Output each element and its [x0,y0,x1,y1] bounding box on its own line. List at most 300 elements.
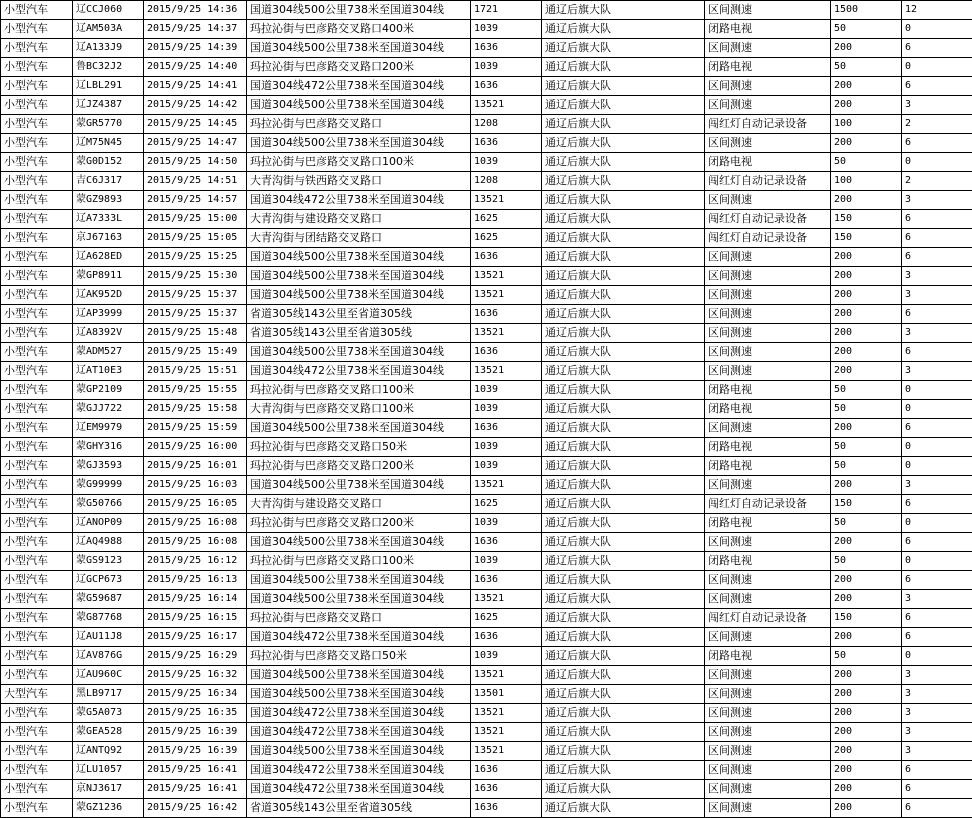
points-cell: 6 [902,229,972,248]
table-row [1,514,972,533]
vehicle-type-cell: 小型汽车 [1,571,73,590]
fine-amount-cell: 100 [831,115,902,134]
datetime-cell: 2015/9/25 16:15 [144,609,247,628]
vehicle-type-cell: 小型汽车 [1,552,73,571]
violation-code-cell: 13521 [471,96,542,115]
datetime-cell: 2015/9/25 15:59 [144,419,247,438]
department-cell: 通辽后旗大队 [542,799,705,818]
fine-amount-cell: 200 [831,134,902,153]
datetime-cell: 2015/9/25 15:37 [144,305,247,324]
plate-number-cell: 辽AK952D [73,286,144,305]
location-cell: 国道304线500公里738米至国道304线 [247,134,471,153]
datetime-cell: 2015/9/25 16:08 [144,514,247,533]
device-type-cell: 区间测速 [705,362,831,381]
violation-code-cell: 13521 [471,324,542,343]
device-type-cell: 闭路电视 [705,58,831,77]
vehicle-type-cell: 小型汽车 [1,362,73,381]
plate-number-cell: 辽AP3999 [73,305,144,324]
fine-amount-cell: 150 [831,495,902,514]
department-cell: 通辽后旗大队 [542,533,705,552]
points-cell: 3 [902,267,972,286]
violation-code-cell: 13521 [471,286,542,305]
points-cell: 3 [902,191,972,210]
plate-number-cell: 蒙G0D152 [73,153,144,172]
table-row [1,590,972,609]
department-cell: 通辽后旗大队 [542,457,705,476]
table-row [1,742,972,761]
fine-amount-cell: 200 [831,419,902,438]
location-cell: 玛拉沁街与巴彦路交叉路口100米 [247,153,471,172]
points-cell: 6 [902,134,972,153]
fine-amount-cell: 200 [831,96,902,115]
table-row [1,248,972,267]
fine-amount-cell: 50 [831,438,902,457]
vehicle-type-cell: 小型汽车 [1,324,73,343]
vehicle-type-cell: 小型汽车 [1,115,73,134]
department-cell: 通辽后旗大队 [542,286,705,305]
table-row [1,533,972,552]
violation-code-cell: 1208 [471,172,542,191]
fine-amount-cell: 200 [831,286,902,305]
fine-amount-cell: 200 [831,324,902,343]
plate-number-cell: 蒙G99999 [73,476,144,495]
fine-amount-cell: 200 [831,590,902,609]
datetime-cell: 2015/9/25 16:01 [144,457,247,476]
department-cell: 通辽后旗大队 [542,590,705,609]
device-type-cell: 区间测速 [705,96,831,115]
vehicle-type-cell: 小型汽车 [1,495,73,514]
datetime-cell: 2015/9/25 16:14 [144,590,247,609]
plate-number-cell: 鲁BC32J2 [73,58,144,77]
department-cell: 通辽后旗大队 [542,628,705,647]
points-cell: 2 [902,172,972,191]
points-cell: 6 [902,799,972,818]
plate-number-cell: 辽AQ4988 [73,533,144,552]
fine-amount-cell: 50 [831,457,902,476]
vehicle-type-cell: 小型汽车 [1,20,73,39]
violation-code-cell: 1208 [471,115,542,134]
fine-amount-cell: 50 [831,20,902,39]
fine-amount-cell: 150 [831,210,902,229]
fine-amount-cell: 200 [831,723,902,742]
vehicle-type-cell: 小型汽车 [1,172,73,191]
plate-number-cell: 辽AU960C [73,666,144,685]
plate-number-cell: 辽EM9979 [73,419,144,438]
device-type-cell: 区间测速 [705,191,831,210]
device-type-cell: 区间测速 [705,77,831,96]
plate-number-cell: 辽GCP673 [73,571,144,590]
department-cell: 通辽后旗大队 [542,647,705,666]
fine-amount-cell: 200 [831,742,902,761]
points-cell: 3 [902,590,972,609]
department-cell: 通辽后旗大队 [542,1,705,20]
datetime-cell: 2015/9/25 16:32 [144,666,247,685]
vehicle-type-cell: 小型汽车 [1,210,73,229]
location-cell: 玛拉沁街与巴彦路交叉路口200米 [247,58,471,77]
fine-amount-cell: 200 [831,666,902,685]
violation-code-cell: 1039 [471,400,542,419]
fine-amount-cell: 200 [831,571,902,590]
violation-code-cell: 1039 [471,514,542,533]
location-cell: 国道304线472公里738米至国道304线 [247,628,471,647]
vehicle-type-cell: 小型汽车 [1,666,73,685]
points-cell: 6 [902,628,972,647]
points-cell: 3 [902,286,972,305]
points-cell: 0 [902,381,972,400]
violation-code-cell: 13521 [471,704,542,723]
points-cell: 2 [902,115,972,134]
points-cell: 0 [902,647,972,666]
department-cell: 通辽后旗大队 [542,685,705,704]
fine-amount-cell: 200 [831,761,902,780]
department-cell: 通辽后旗大队 [542,761,705,780]
vehicle-type-cell: 小型汽车 [1,134,73,153]
datetime-cell: 2015/9/25 16:05 [144,495,247,514]
datetime-cell: 2015/9/25 16:39 [144,742,247,761]
department-cell: 通辽后旗大队 [542,362,705,381]
department-cell: 通辽后旗大队 [542,381,705,400]
location-cell: 玛拉沁街与巴彦路交叉路口400米 [247,20,471,39]
plate-number-cell: 辽LU1057 [73,761,144,780]
datetime-cell: 2015/9/25 15:30 [144,267,247,286]
plate-number-cell: 蒙GZ1236 [73,799,144,818]
department-cell: 通辽后旗大队 [542,191,705,210]
datetime-cell: 2015/9/25 14:47 [144,134,247,153]
location-cell: 国道304线500公里738米至国道304线 [247,590,471,609]
vehicle-type-cell: 小型汽车 [1,723,73,742]
location-cell: 玛拉沁街与巴彦路交叉路口200米 [247,514,471,533]
device-type-cell: 区间测速 [705,742,831,761]
points-cell: 0 [902,20,972,39]
department-cell: 通辽后旗大队 [542,609,705,628]
fine-amount-cell: 200 [831,191,902,210]
datetime-cell: 2015/9/25 14:57 [144,191,247,210]
points-cell: 3 [902,362,972,381]
violation-code-cell: 1039 [471,647,542,666]
plate-number-cell: 蒙G50766 [73,495,144,514]
department-cell: 通辽后旗大队 [542,742,705,761]
department-cell: 通辽后旗大队 [542,229,705,248]
device-type-cell: 闭路电视 [705,514,831,533]
plate-number-cell: 辽CCJ060 [73,1,144,20]
department-cell: 通辽后旗大队 [542,400,705,419]
department-cell: 通辽后旗大队 [542,267,705,286]
fine-amount-cell: 50 [831,552,902,571]
violation-code-cell: 1636 [471,761,542,780]
datetime-cell: 2015/9/25 15:25 [144,248,247,267]
fine-amount-cell: 1500 [831,1,902,20]
device-type-cell: 区间测速 [705,590,831,609]
department-cell: 通辽后旗大队 [542,476,705,495]
table-row [1,115,972,134]
fine-amount-cell: 50 [831,647,902,666]
violation-code-cell: 13521 [471,362,542,381]
table-row [1,476,972,495]
plate-number-cell: 吉C6J317 [73,172,144,191]
plate-number-cell: 蒙GHY316 [73,438,144,457]
points-cell: 0 [902,457,972,476]
table-row [1,191,972,210]
department-cell: 通辽后旗大队 [542,305,705,324]
location-cell: 玛拉沁街与巴彦路交叉路口100米 [247,552,471,571]
department-cell: 通辽后旗大队 [542,343,705,362]
plate-number-cell: 辽A628ED [73,248,144,267]
plate-number-cell: 蒙GZ9893 [73,191,144,210]
fine-amount-cell: 50 [831,381,902,400]
location-cell: 国道304线500公里738米至国道304线 [247,267,471,286]
table-row [1,229,972,248]
datetime-cell: 2015/9/25 16:17 [144,628,247,647]
vehicle-type-cell: 小型汽车 [1,1,73,20]
fine-amount-cell: 200 [831,476,902,495]
violation-code-cell: 1039 [471,20,542,39]
vehicle-type-cell: 小型汽车 [1,286,73,305]
department-cell: 通辽后旗大队 [542,20,705,39]
location-cell: 玛拉沁街与巴彦路交叉路口50米 [247,647,471,666]
vehicle-type-cell: 小型汽车 [1,647,73,666]
location-cell: 国道304线472公里738米至国道304线 [247,362,471,381]
plate-number-cell: 蒙G59687 [73,590,144,609]
table-row [1,666,972,685]
points-cell: 3 [902,476,972,495]
table-row [1,571,972,590]
location-cell: 国道304线472公里738米至国道304线 [247,704,471,723]
table-row [1,362,972,381]
location-cell: 大青沟街与团结路交叉路口 [247,229,471,248]
location-cell: 国道304线500公里738米至国道304线 [247,533,471,552]
datetime-cell: 2015/9/25 16:41 [144,761,247,780]
department-cell: 通辽后旗大队 [542,134,705,153]
table-row [1,381,972,400]
device-type-cell: 区间测速 [705,324,831,343]
plate-number-cell: 辽M75N45 [73,134,144,153]
violation-code-cell: 13501 [471,685,542,704]
location-cell: 国道304线500公里738米至国道304线 [247,286,471,305]
plate-number-cell: 辽A133J9 [73,39,144,58]
plate-number-cell: 辽AM503A [73,20,144,39]
device-type-cell: 区间测速 [705,1,831,20]
datetime-cell: 2015/9/25 14:50 [144,153,247,172]
department-cell: 通辽后旗大队 [542,39,705,58]
table-body [1,1,972,818]
vehicle-type-cell: 小型汽车 [1,742,73,761]
table-row [1,780,972,799]
points-cell: 3 [902,96,972,115]
violation-code-cell: 1039 [471,381,542,400]
location-cell: 国道304线500公里738米至国道304线 [247,666,471,685]
table-row [1,267,972,286]
table-row [1,761,972,780]
vehicle-type-cell: 小型汽车 [1,590,73,609]
table-row [1,1,972,20]
points-cell: 6 [902,305,972,324]
device-type-cell: 闭路电视 [705,153,831,172]
table-row [1,704,972,723]
fine-amount-cell: 200 [831,685,902,704]
location-cell: 省道305线143公里至省道305线 [247,324,471,343]
datetime-cell: 2015/9/25 15:49 [144,343,247,362]
violation-code-cell: 1625 [471,229,542,248]
device-type-cell: 闯红灯自动记录设备 [705,172,831,191]
department-cell: 通辽后旗大队 [542,723,705,742]
vehicle-type-cell: 小型汽车 [1,77,73,96]
device-type-cell: 闯红灯自动记录设备 [705,495,831,514]
plate-number-cell: 蒙GJJ722 [73,400,144,419]
fine-amount-cell: 200 [831,799,902,818]
vehicle-type-cell: 小型汽车 [1,476,73,495]
datetime-cell: 2015/9/25 16:35 [144,704,247,723]
violation-code-cell: 1625 [471,495,542,514]
vehicle-type-cell: 小型汽车 [1,400,73,419]
device-type-cell: 区间测速 [705,780,831,799]
vehicle-type-cell: 小型汽车 [1,39,73,58]
fine-amount-cell: 200 [831,305,902,324]
department-cell: 通辽后旗大队 [542,324,705,343]
datetime-cell: 2015/9/25 14:51 [144,172,247,191]
vehicle-type-cell: 小型汽车 [1,191,73,210]
device-type-cell: 闭路电视 [705,552,831,571]
vehicle-type-cell: 小型汽车 [1,305,73,324]
datetime-cell: 2015/9/25 16:00 [144,438,247,457]
points-cell: 0 [902,514,972,533]
points-cell: 6 [902,248,972,267]
device-type-cell: 区间测速 [705,685,831,704]
table-row [1,305,972,324]
location-cell: 国道304线500公里738米至国道304线 [247,476,471,495]
device-type-cell: 闯红灯自动记录设备 [705,229,831,248]
datetime-cell: 2015/9/25 14:40 [144,58,247,77]
violation-code-cell: 1039 [471,153,542,172]
location-cell: 玛拉沁街与巴彦路交叉路口 [247,115,471,134]
vehicle-type-cell: 小型汽车 [1,229,73,248]
vehicle-type-cell: 小型汽车 [1,381,73,400]
location-cell: 国道304线500公里738米至国道304线 [247,685,471,704]
points-cell: 0 [902,400,972,419]
device-type-cell: 闭路电视 [705,647,831,666]
location-cell: 国道304线472公里738米至国道304线 [247,77,471,96]
table-row [1,419,972,438]
device-type-cell: 区间测速 [705,267,831,286]
table-row [1,343,972,362]
violation-code-cell: 1039 [471,58,542,77]
table-row [1,153,972,172]
table-row [1,457,972,476]
plate-number-cell: 辽A7333L [73,210,144,229]
points-cell: 6 [902,210,972,229]
location-cell: 大青沟街与建设路交叉路口 [247,495,471,514]
vehicle-type-cell: 小型汽车 [1,799,73,818]
fine-amount-cell: 200 [831,343,902,362]
datetime-cell: 2015/9/25 15:05 [144,229,247,248]
table-row [1,286,972,305]
table-row [1,723,972,742]
plate-number-cell: 蒙ADM527 [73,343,144,362]
datetime-cell: 2015/9/25 16:08 [144,533,247,552]
location-cell: 大青沟街与巴彦路交叉路口100米 [247,400,471,419]
violation-code-cell: 1636 [471,533,542,552]
violation-code-cell: 1039 [471,457,542,476]
department-cell: 通辽后旗大队 [542,115,705,134]
datetime-cell: 2015/9/25 15:37 [144,286,247,305]
department-cell: 通辽后旗大队 [542,419,705,438]
points-cell: 6 [902,609,972,628]
violation-code-cell: 1636 [471,305,542,324]
violation-code-cell: 13521 [471,742,542,761]
plate-number-cell: 蒙GP2109 [73,381,144,400]
points-cell: 3 [902,704,972,723]
department-cell: 通辽后旗大队 [542,210,705,229]
datetime-cell: 2015/9/25 14:39 [144,39,247,58]
violation-code-cell: 1625 [471,609,542,628]
vehicle-type-cell: 小型汽车 [1,780,73,799]
device-type-cell: 区间测速 [705,134,831,153]
table-row [1,172,972,191]
datetime-cell: 2015/9/25 15:00 [144,210,247,229]
device-type-cell: 区间测速 [705,704,831,723]
plate-number-cell: 辽JZ4387 [73,96,144,115]
datetime-cell: 2015/9/25 16:29 [144,647,247,666]
fine-amount-cell: 50 [831,153,902,172]
vehicle-type-cell: 小型汽车 [1,343,73,362]
datetime-cell: 2015/9/25 16:42 [144,799,247,818]
location-cell: 玛拉沁街与巴彦路交叉路口 [247,609,471,628]
violation-code-cell: 13521 [471,476,542,495]
fine-amount-cell: 200 [831,704,902,723]
vehicle-type-cell: 小型汽车 [1,96,73,115]
location-cell: 国道304线500公里738米至国道304线 [247,39,471,58]
device-type-cell: 闯红灯自动记录设备 [705,210,831,229]
vehicle-type-cell: 小型汽车 [1,153,73,172]
table-row [1,495,972,514]
fine-amount-cell: 100 [831,172,902,191]
violation-code-cell: 1636 [471,571,542,590]
table-row [1,96,972,115]
location-cell: 玛拉沁街与巴彦路交叉路口50米 [247,438,471,457]
fine-amount-cell: 200 [831,780,902,799]
location-cell: 国道304线472公里738米至国道304线 [247,191,471,210]
plate-number-cell: 辽ANTQ92 [73,742,144,761]
vehicle-type-cell: 小型汽车 [1,267,73,286]
datetime-cell: 2015/9/25 14:42 [144,96,247,115]
device-type-cell: 闭路电视 [705,400,831,419]
department-cell: 通辽后旗大队 [542,96,705,115]
violation-code-cell: 13521 [471,666,542,685]
plate-number-cell: 蒙G87768 [73,609,144,628]
datetime-cell: 2015/9/25 15:55 [144,381,247,400]
violation-code-cell: 1636 [471,628,542,647]
plate-number-cell: 辽AV876G [73,647,144,666]
table-row [1,628,972,647]
points-cell: 6 [902,761,972,780]
points-cell: 12 [902,1,972,20]
plate-number-cell: 京J67163 [73,229,144,248]
location-cell: 国道304线500公里738米至国道304线 [247,343,471,362]
device-type-cell: 区间测速 [705,571,831,590]
table-row [1,799,972,818]
plate-number-cell: 蒙G5A073 [73,704,144,723]
vehicle-type-cell: 小型汽车 [1,457,73,476]
device-type-cell: 区间测速 [705,343,831,362]
department-cell: 通辽后旗大队 [542,704,705,723]
plate-number-cell: 京NJ3617 [73,780,144,799]
department-cell: 通辽后旗大队 [542,495,705,514]
vehicle-type-cell: 小型汽车 [1,419,73,438]
datetime-cell: 2015/9/25 14:37 [144,20,247,39]
location-cell: 大青沟街与建设路交叉路口 [247,210,471,229]
points-cell: 6 [902,419,972,438]
device-type-cell: 区间测速 [705,533,831,552]
location-cell: 国道304线500公里738米至国道304线 [247,742,471,761]
